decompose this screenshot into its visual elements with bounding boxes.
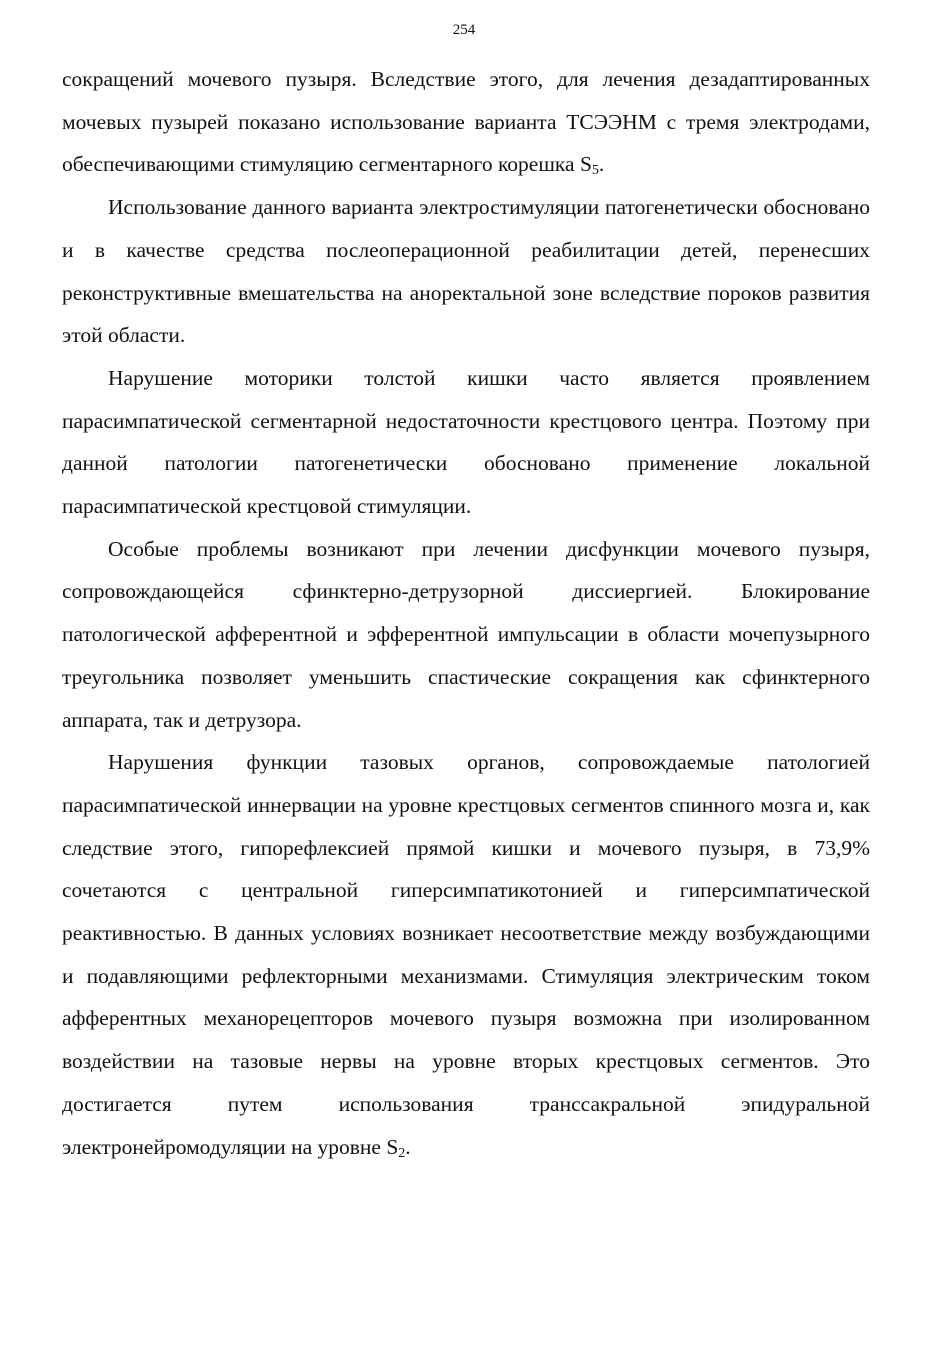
- subscript-s5: 5: [591, 163, 599, 179]
- paragraph-1-text: сокращений мочевого пузыря. Вследствие этого, для лечения дезадаптированных мочевых пузырей показано использование варианта ТСЭЭНМ с тремя электродами, обеспечивающими стимуляцию сегментарного корешка S: [62, 67, 870, 177]
- paragraph-4: Особые проблемы возникают при лечении дисфункции мочевого пузыря, сопровождающейся сфинктерно-детрузорной диссиергией. Блокирование патологической афферентной и эфферентной импульсации в области мочепузырного треугольника позволяет уменьшить спастические сокращения как сфинктерного аппарата, так и детрузора.: [62, 536, 870, 732]
- page-number: 254: [452, 22, 476, 38]
- paragraph-1-tail: .: [598, 152, 605, 177]
- paragraph-5-text: Нарушения функции тазовых органов, сопровождаемые патологией парасимпатической иннервации на уровне крестцовых сегментов спинного мозга и, как следствие этого, гипорефлексией прямой кишки и мочевого пузыря, в 73,9% сочетаются с центральной гиперсимпатикотонией и гиперсимпатической реактивностью. В данных условиях возникает несоответствие между возбуждающими и подавляющими рефлекторными механизмами. Стимуляция электрическим током афферентных механорецепторов мочевого пузыря возможна при изолированном воздействии на тазовые нервы на уровне вторых крестцовых сегментов. Это достигается путем использования транссакральной эпидуральной электронейромодуляции на уровне S: [62, 750, 870, 1159]
- paragraph-2: Использование данного варианта электростимуляции патогенетически обосновано и в качестве средства послеоперационной реабилитации детей, перенесших реконструктивные вмешательства на аноректальной зоне вследствие пороков развития этой области.: [62, 195, 870, 348]
- document-body: [62, 58, 870, 1168]
- paragraph-3: Нарушение моторики толстой кишки часто является проявлением парасимпатической сегментарной недостаточности крестцового центра. Поэтому при данной патологии патогенетически обосновано применение локальной парасимпатической крестцовой стимуляции.: [62, 365, 870, 519]
- subscript-s2: 2: [398, 1145, 406, 1161]
- paragraph-1: [62, 58, 870, 186]
- paragraph-5: [62, 741, 870, 1168]
- paragraph-5-tail: .: [405, 1134, 411, 1159]
